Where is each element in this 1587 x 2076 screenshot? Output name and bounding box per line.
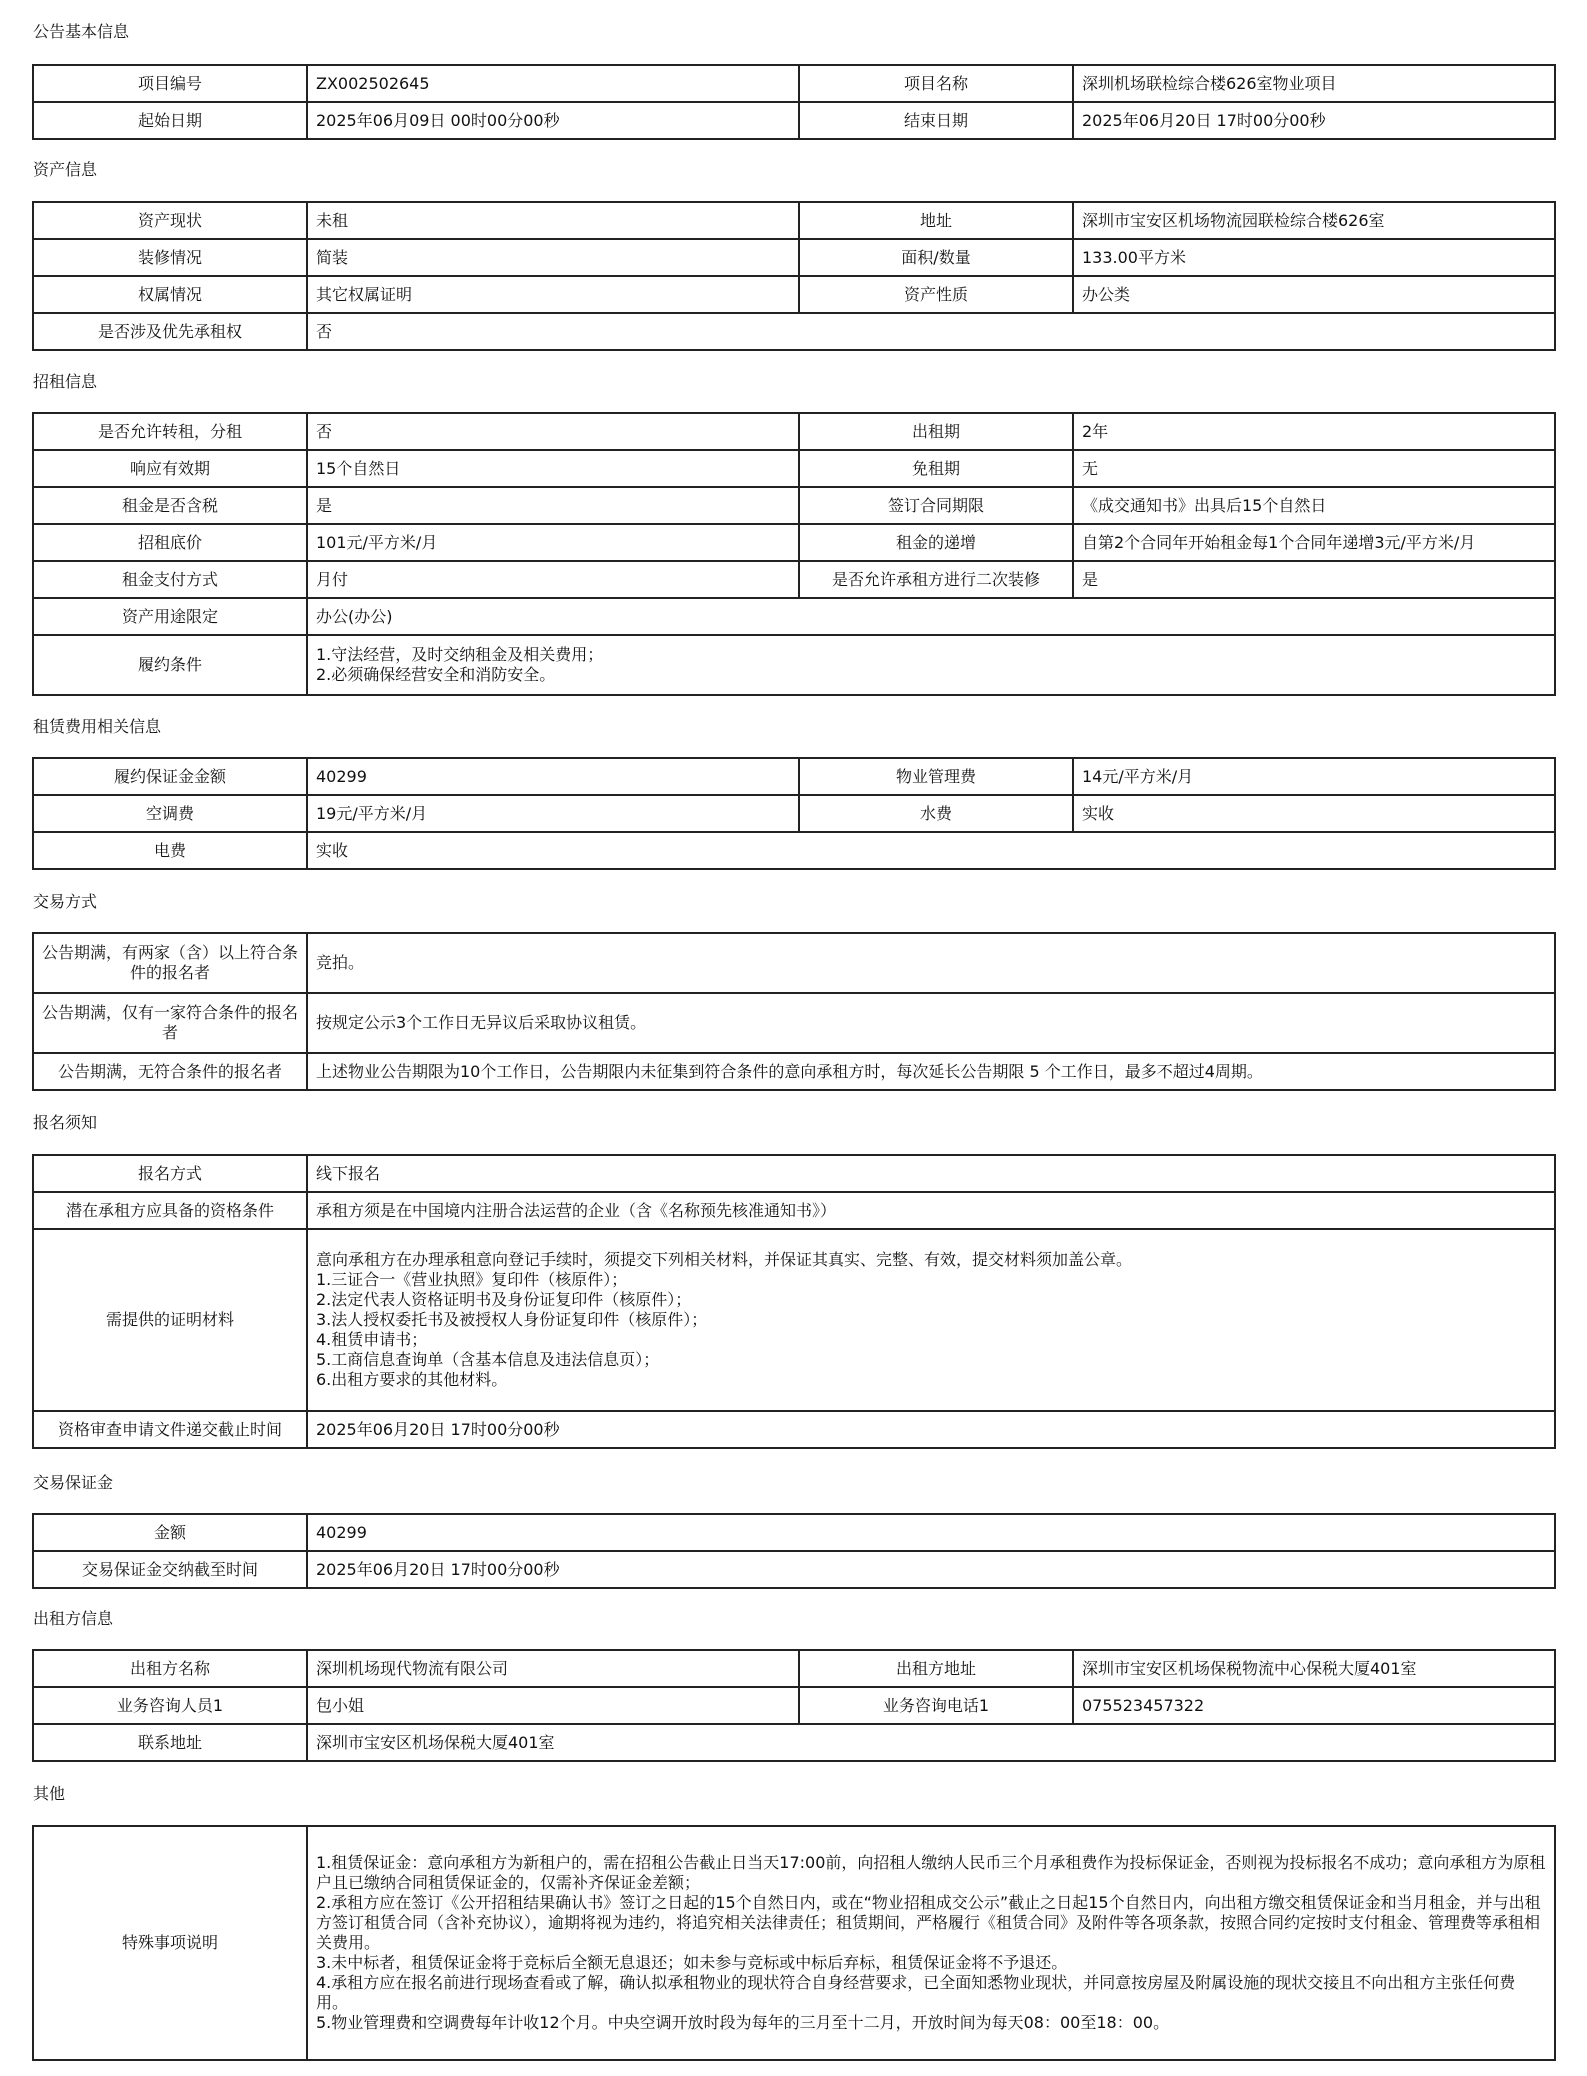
no-bidder-value: 上述物业公告期限为10个工作日，公告期限内未征集到符合条件的意向承租方时，每次延长公告期限 5 个工作日，最多不超过4周期。 (307, 1053, 1555, 1090)
table-row (33, 239, 1555, 276)
table-row (33, 1650, 1555, 1687)
end-date-label: 结束日期 (799, 102, 1073, 139)
power-fee-value: 实收 (307, 832, 1555, 869)
contact-phone-value: 075523457322 (1073, 1687, 1555, 1724)
fees-info-table (32, 757, 1556, 870)
table-row (33, 561, 1555, 598)
end-date-value: 2025年06月20日 17时00分00秒 (1073, 102, 1555, 139)
no-bidder-label: 公告期满，无符合条件的报名者 (33, 1053, 307, 1090)
table-row (33, 450, 1555, 487)
rent-increase-value: 自第2个合同年开始租金每1个合同年递增3元/平方米/月 (1073, 524, 1555, 561)
lessor-name-value: 深圳机场现代物流有限公司 (307, 1650, 799, 1687)
other-info-table (32, 1825, 1556, 2061)
qualification-label: 潜在承租方应具备的资格条件 (33, 1192, 307, 1229)
table-row (33, 1155, 1555, 1192)
contact-person-value: 包小姐 (307, 1687, 799, 1724)
mgmt-fee-label: 物业管理费 (799, 758, 1073, 795)
table-row (33, 524, 1555, 561)
lease-info-table (32, 412, 1556, 696)
address-label: 地址 (799, 202, 1073, 239)
table-row (33, 795, 1555, 832)
bond-amount-value: 40299 (307, 1514, 1555, 1551)
bond-due-label: 交易保证金交纳截至时间 (33, 1551, 307, 1588)
asset-nature-value: 办公类 (1073, 276, 1555, 313)
table-row (33, 1687, 1555, 1724)
section-title-register: 报名须知 (33, 1113, 98, 1132)
section-title-asset: 资产信息 (33, 160, 98, 179)
table-row (33, 993, 1555, 1053)
usage-label: 资产用途限定 (33, 598, 307, 635)
two-bidders-value: 竞拍。 (307, 933, 1555, 993)
conditions-label: 履约条件 (33, 635, 307, 695)
section-title-fees: 租赁费用相关信息 (33, 717, 162, 736)
ownership-value: 其它权属证明 (307, 276, 799, 313)
table-row (33, 1053, 1555, 1090)
project-name-label: 项目名称 (799, 65, 1073, 102)
priority-lease-value: 否 (307, 313, 1555, 350)
required-docs-label: 需提供的证明材料 (33, 1229, 307, 1411)
start-date-value: 2025年06月09日 00时00分00秒 (307, 102, 799, 139)
table-row (33, 202, 1555, 239)
table-row (33, 1229, 1555, 1411)
table-row (33, 1514, 1555, 1551)
base-price-value: 101元/平方米/月 (307, 524, 799, 561)
validity-value: 15个自然日 (307, 450, 799, 487)
table-row (33, 832, 1555, 869)
special-notes-label: 特殊事项说明 (33, 1826, 307, 2060)
section-title-basic: 公告基本信息 (33, 22, 130, 41)
lessor-address-label: 出租方地址 (799, 1650, 1073, 1687)
table-row (33, 933, 1555, 993)
register-method-value: 线下报名 (307, 1155, 1555, 1192)
asset-status-label: 资产现状 (33, 202, 307, 239)
area-value: 133.00平方米 (1073, 239, 1555, 276)
asset-info-table (32, 201, 1556, 351)
project-no-value: ZX002502645 (307, 65, 799, 102)
area-label: 面积/数量 (799, 239, 1073, 276)
contact-person-label: 业务咨询人员1 (33, 1687, 307, 1724)
renovation-label: 是否允许承租方进行二次装修 (799, 561, 1073, 598)
table-row (33, 1826, 1555, 2060)
power-fee-label: 电费 (33, 832, 307, 869)
bond-amount-label: 金额 (33, 1514, 307, 1551)
section-title-trade: 交易方式 (33, 892, 98, 911)
register-info-table (32, 1154, 1556, 1449)
deposit-value: 40299 (307, 758, 799, 795)
bond-info-table (32, 1513, 1556, 1589)
basic-info-table (32, 64, 1556, 140)
table-row (33, 276, 1555, 313)
address-value: 深圳市宝安区机场物流园联检综合楼626室 (1073, 202, 1555, 239)
rent-increase-label: 租金的递增 (799, 524, 1073, 561)
water-fee-label: 水费 (799, 795, 1073, 832)
review-deadline-label: 资格审查申请文件递交截止时间 (33, 1411, 307, 1448)
sign-deadline-label: 签订合同期限 (799, 487, 1073, 524)
table-row (33, 487, 1555, 524)
deposit-label: 履约保证金金额 (33, 758, 307, 795)
ownership-label: 权属情况 (33, 276, 307, 313)
table-row (33, 313, 1555, 350)
lessor-info-table (32, 1649, 1556, 1762)
project-name-value: 深圳机场联检综合楼626室物业项目 (1073, 65, 1555, 102)
table-row (33, 102, 1555, 139)
water-fee-value: 实收 (1073, 795, 1555, 832)
lessor-address-value: 深圳市宝安区机场保税物流中心保税大厦401室 (1073, 1650, 1555, 1687)
lease-period-label: 出租期 (799, 413, 1073, 450)
table-row (33, 65, 1555, 102)
section-title-lessor: 出租方信息 (33, 1609, 114, 1628)
asset-status-value: 未租 (307, 202, 799, 239)
rent-free-label: 免租期 (799, 450, 1073, 487)
rent-free-value: 无 (1073, 450, 1555, 487)
validity-label: 响应有效期 (33, 450, 307, 487)
bond-due-value: 2025年06月20日 17时00分00秒 (307, 1551, 1555, 1588)
decoration-label: 装修情况 (33, 239, 307, 276)
ac-fee-label: 空调费 (33, 795, 307, 832)
section-title-lease: 招租信息 (33, 372, 98, 391)
table-row (33, 1724, 1555, 1761)
required-docs-value: 意向承租方在办理承租意向登记手续时，须提交下列相关材料，并保证其真实、完整、有效，提交材料须加盖公章。 1.三证合一《营业执照》复印件（核原件）； 2.法定代表人资格证明书及身份证复印件（核原件）； 3.法人授权委托书及被授权人身份证复印件（核原件）； 4.租赁申请书； 5.工商信息查询单（含基本信息及违法信息页）； 6.出租方要求的其他材料。 (307, 1229, 1555, 1411)
project-no-label: 项目编号 (33, 65, 307, 102)
renovation-value: 是 (1073, 561, 1555, 598)
trade-method-table (32, 932, 1556, 1091)
two-bidders-label: 公告期满，有两家（含）以上符合条件的报名者 (33, 933, 307, 993)
table-row (33, 413, 1555, 450)
mgmt-fee-value: 14元/平方米/月 (1073, 758, 1555, 795)
sign-deadline-value: 《成交通知书》出具后15个自然日 (1073, 487, 1555, 524)
section-title-bond: 交易保证金 (33, 1473, 114, 1492)
tax-value: 是 (307, 487, 799, 524)
review-deadline-value: 2025年06月20日 17时00分00秒 (307, 1411, 1555, 1448)
one-bidder-label: 公告期满，仅有一家符合条件的报名者 (33, 993, 307, 1053)
section-title-other: 其他 (33, 1784, 66, 1803)
tax-label: 租金是否含税 (33, 487, 307, 524)
priority-lease-label: 是否涉及优先承租权 (33, 313, 307, 350)
table-row (33, 758, 1555, 795)
usage-value: 办公(办公) (307, 598, 1555, 635)
special-notes-value: 1.租赁保证金：意向承租方为新租户的，需在招租公告截止日当天17:00前，向招租人缴纳人民币三个月承租费作为投标保证金，否则视为投标报名不成功；意向承租方为原租户且已缴纳合同租赁保证金的，仅需补齐保证金差额； 2.承租方应在签订《公开招租结果确认书》签订之日起的15个自然日内，或在“物业招租成交公示”截止之日起15个自然日内，向出租方缴交租赁保证金和当月租金，并与出租方签订租赁合同（含补充协议），逾期将视为违约，将追究相关法律责任；租赁期间，严格履行《租赁合同》及附件等各项条款，按照合同约定按时支付租金、管理费等承租相关费用。 3.未中标者，租赁保证金将于竞标后全额无息退还；如未参与竞标或中标后弃标，租赁保证金将不予退还。 4.承租方应在报名前进行现场查看或了解，确认拟承租物业的现状符合自身经营要求，已全面知悉物业现状，并同意按房屋及附属设施的现状交接且不向出租方主张任何费用。 5.物业管理费和空调费每年计收12个月。中央空调开放时段为每年的三月至十二月，开放时间为每天08：00至18：00。 (307, 1826, 1555, 2060)
register-method-label: 报名方式 (33, 1155, 307, 1192)
contact-address-label: 联系地址 (33, 1724, 307, 1761)
base-price-label: 招租底价 (33, 524, 307, 561)
table-row (33, 635, 1555, 695)
qualification-value: 承租方须是在中国境内注册合法运营的企业（含《名称预先核准通知书》） (307, 1192, 1555, 1229)
asset-nature-label: 资产性质 (799, 276, 1073, 313)
start-date-label: 起始日期 (33, 102, 307, 139)
table-row (33, 1192, 1555, 1229)
conditions-value: 1.守法经营，及时交纳租金及相关费用； 2.必须确保经营安全和消防安全。 (307, 635, 1555, 695)
lessor-name-label: 出租方名称 (33, 1650, 307, 1687)
payment-method-label: 租金支付方式 (33, 561, 307, 598)
contact-address-value: 深圳市宝安区机场保税大厦401室 (307, 1724, 1555, 1761)
lease-period-value: 2年 (1073, 413, 1555, 450)
table-row (33, 1411, 1555, 1448)
contact-phone-label: 业务咨询电话1 (799, 1687, 1073, 1724)
one-bidder-value: 按规定公示3个工作日无异议后采取协议租赁。 (307, 993, 1555, 1053)
sublet-value: 否 (307, 413, 799, 450)
decoration-value: 简装 (307, 239, 799, 276)
sublet-label: 是否允许转租，分租 (33, 413, 307, 450)
table-row (33, 1551, 1555, 1588)
payment-method-value: 月付 (307, 561, 799, 598)
ac-fee-value: 19元/平方米/月 (307, 795, 799, 832)
table-row (33, 598, 1555, 635)
